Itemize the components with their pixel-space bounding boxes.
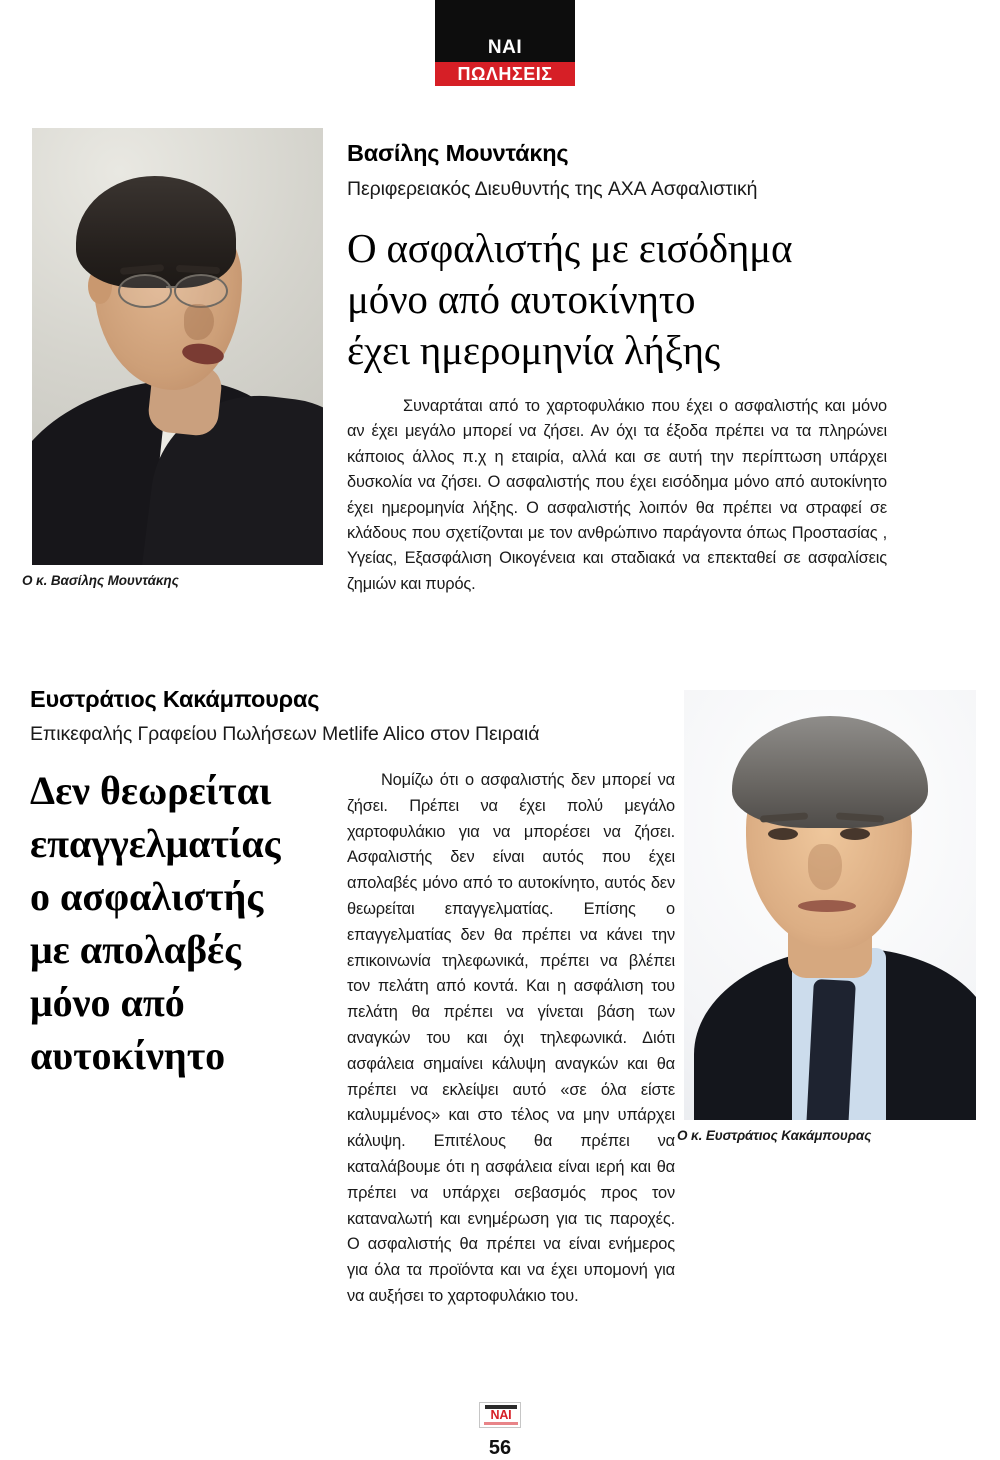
footer-logo-bottom-bar (484, 1422, 518, 1425)
byline-role-mountakis: Περιφερειακός Διευθυντής της AXA Ασφαλιστική (347, 178, 758, 200)
article-mountakis (347, 140, 887, 597)
headline-line: Δεν θεωρείται (30, 768, 272, 813)
page-footer (0, 1402, 1000, 1460)
page-number: 56 (488, 1437, 512, 1459)
footer-logo (479, 1402, 521, 1428)
headline-line: μόνο από αυτοκίνητο (347, 276, 696, 322)
masthead-section-label: ΠΩΛΗΣΕΙΣ (457, 64, 553, 84)
portrait-photo-mountakis (32, 128, 323, 565)
mouth-shape (798, 900, 856, 912)
eye-left-shape (768, 828, 798, 840)
article-kakampouras (30, 686, 675, 1324)
headline-line: έχει ημερομηνία λήξης (347, 327, 720, 373)
masthead-logo (435, 0, 575, 90)
eyeglass-bridge-shape (166, 286, 176, 288)
tie-shape (806, 979, 856, 1120)
headline-line: επαγγελματίας (30, 821, 281, 866)
portrait-photo-kakampouras (684, 690, 976, 1120)
eye-right-shape (840, 828, 870, 840)
headline-line: ο ασφαλιστής (30, 874, 264, 919)
headline-kakampouras (30, 764, 330, 1082)
article-body-mountakis: Συναρτάται από το χαρτοφυλάκιο που έχει ο ασφαλιστής και μόνο αν έχει μεγάλο μπορεί να ζήσει. Αν όχι τα έξοδα πρέπει να τα πληρώνει κάποιος άλλος π.χ η εταιρία, αλλά και σε αυτή την περίπτωση υπάρχει δυσκολία να ζήσει. Ο ασφαλιστής που έχει εισόδημα μόνο από αυτοκίνητο έχει ημερομηνία λήξης. Ο ασφαλιστής λοιπόν θα πρέπει να στραφεί σε κλάδους που σχετίζονται με τον ανθρώπινο παράγοντα όπως Προστασίας , Υγείας, Εξασφάλιση Οικογένεια και σταδιακά να επεκταθεί σε ασφαλίσεις ζημιών και πυρός. (347, 397, 887, 593)
headline-line: αυτοκίνητο (30, 1033, 226, 1078)
photo-caption-kakampouras: Ο κ. Ευστράτιος Κακάμπουρας (677, 1128, 872, 1143)
masthead-brand: ΝΑΙ (487, 37, 523, 58)
masthead-section-bar (435, 62, 575, 86)
article-body-kakampouras: Νομίζω ότι ο ασφαλιστής δεν μπορεί να ζήσει. Πρέπει να έχει πολύ μεγάλο χαρτοφυλάκιο για να μπορέσει να ζήσει. Ασφαλιστής δεν είναι αυτός που έχει απολαβές μόνο από το αυτοκίνητο, αυτός δεν θεωρείται επαγγελματίας. Επίσης ο επαγγελματίας δεν θα πρέπει να κάνει την επικοινωνία τηλεφωνικά, πρέπει να βλέπει τον πελάτη από κοντά. Και η ασφάλιση του πελάτη θα πρέπει να γίνεται βάση των αναγκών του και όχι τηλεφωνικά. Διότι ασφάλεια σημαίνει κάλυψη αναγκών και θα πρέπει να εκλείψει αυτό «σε όλα είστε καλυμμένος» και στο τέλος να μην υπάρχει κάλυψη. Επιτέλους θα πρέπει να καταλάβουμε ότι η ασφάλεια είναι ιερή και θα πρέπει να υπάρχει σεβασμός προς τον καταναλωτή και ενημέρωση για τις παροχές. Ο ασφαλιστής θα πρέπει να είναι ενήμερος για όλα τα προϊόντα και να έχει υπομονή για να αυξήσει το χαρτοφυλάκιο του. (347, 771, 675, 1305)
article-columns (30, 764, 675, 1324)
photo-caption-mountakis: Ο κ. Βασίλης Μουντάκης (22, 573, 179, 588)
headline-line: μόνο από (30, 980, 185, 1025)
headline-line: με απολαβές (30, 927, 242, 972)
byline-name-mountakis: Βασίλης Μουντάκης (347, 140, 569, 166)
byline-role-kakampouras: Επικεφαλής Γραφείου Πωλήσεων Metlife Alico στον Πειραιά (30, 723, 540, 745)
eyeglass-left-shape (118, 274, 172, 308)
footer-logo-text: NAI (490, 1408, 512, 1422)
headline-mountakis (347, 223, 887, 376)
headline-line: Ο ασφαλιστής με εισόδημα (347, 225, 793, 271)
byline-name-kakampouras: Ευστράτιος Κακάμπουρας (30, 686, 320, 712)
eyeglass-right-shape (174, 274, 228, 308)
